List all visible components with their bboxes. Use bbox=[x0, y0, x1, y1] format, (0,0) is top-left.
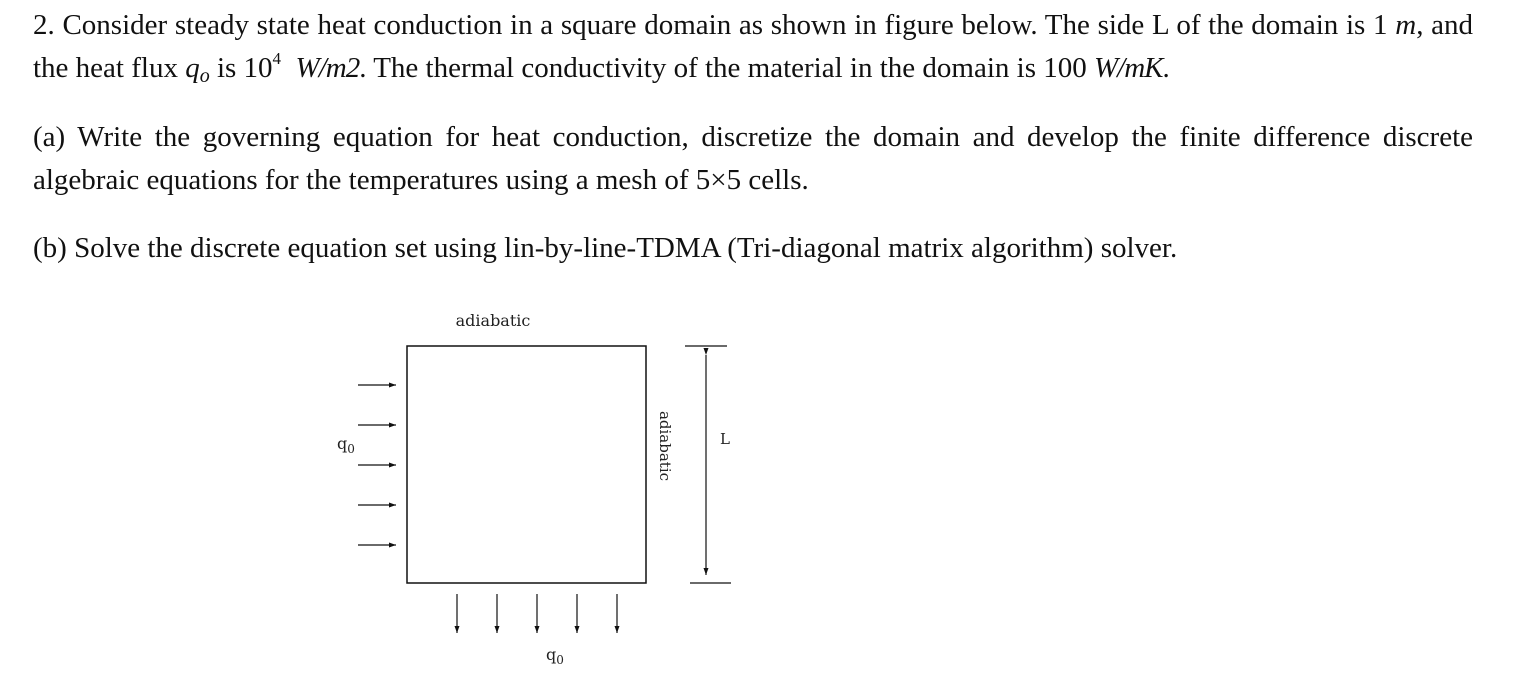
top-adiabatic-label: adiabatic bbox=[455, 311, 531, 330]
left-flux-label: $q_0$ bbox=[337, 434, 355, 456]
unit-meter: m bbox=[1395, 9, 1417, 41]
unit-flux: W/m2 bbox=[295, 52, 360, 84]
exponent: 4 bbox=[272, 49, 282, 68]
right-adiabatic-label: adiabatic bbox=[656, 410, 674, 482]
problem-intro: 2. Consider steady state heat conduction in a square domain as shown in figure below. The side L of the domain is 1 m, and the heat flux $q_o$ is $10^4$ W/m2. The thermal conductivity of the material in the domain is 100 W/mK. bbox=[33, 9, 1474, 87]
problem-number: 2. bbox=[33, 9, 55, 41]
left-flux-arrows bbox=[358, 385, 396, 545]
bottom-flux-label: $q_0$ bbox=[546, 645, 564, 667]
heat-flux-symbol: $q_o$ bbox=[185, 52, 210, 87]
bottom-flux-arrows bbox=[457, 594, 617, 633]
part-a-text: (a) Write the governing equation for heat conduction, discretize the domain and develop the finite difference discrete algebraic equations for the temperatures using a mesh of 5×5 cells. bbox=[33, 121, 1473, 196]
part-b-text: (b) Solve the discrete equation set using lin-by-line-TDMA (Tri-diagonal matrix algorithm) solver. bbox=[33, 232, 1178, 264]
length-label: L bbox=[720, 430, 730, 448]
square-domain bbox=[407, 346, 646, 583]
unit-conductivity: W/mK bbox=[1093, 52, 1163, 84]
length-dimension bbox=[685, 346, 731, 583]
